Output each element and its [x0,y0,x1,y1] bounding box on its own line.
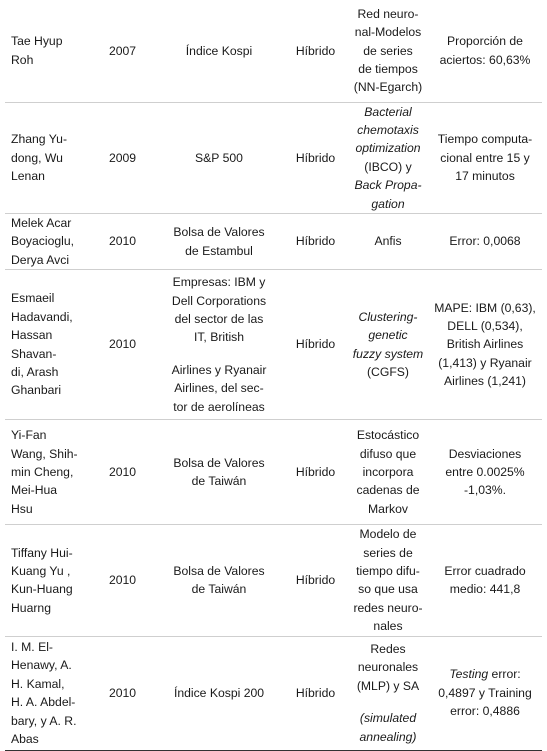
cell-method-line: Anfis [374,234,402,249]
cell-author-line: Boyacioglu, [11,234,75,249]
cell-author-line: Kun-Huang [11,582,73,597]
cell-author-line: I. M. El- [11,639,53,654]
cell-method-line: Modelo de [359,527,417,542]
cell-author-line: Abas [11,731,39,746]
line-gap [348,695,428,709]
cell-year: 2009 [108,150,137,165]
table-row [5,420,542,525]
cell-market [155,525,283,636]
cell-method-line: Back Propa- [354,178,422,193]
cell-result [428,420,542,525]
cell-method-line: Red neuro- [357,6,419,21]
cell-market-line: tor de aerolíneas [173,399,265,414]
cell-method [348,0,428,102]
cell-method-line: gation [371,196,405,211]
cell-market [155,213,283,269]
cell-method-line: (MLP) y SA [356,678,420,693]
cell-result [428,270,542,420]
cell-author-line: Hassan [11,328,53,343]
cell-author-line: Lenan [11,168,45,183]
table-row [5,525,542,636]
cell-author [5,525,90,636]
cell-author-line: Ghanbari [11,383,62,398]
cell-result-line: Desviaciones [448,446,522,461]
cell-type: Híbrido [295,337,336,352]
cell-result-line: -1,03%. [463,483,506,498]
cell-method-line: Bacterial [364,104,412,119]
cell-market-line: del sector de las [174,312,264,327]
cell-method-line: (NN-Egarch) [353,80,423,95]
cell-year: 2010 [108,234,137,249]
cell-method-line: annealing) [359,729,417,744]
cell-result-line: medio: 441,8 [449,582,521,597]
cell-author-line: Henawy, A. [11,658,72,673]
cell-author-line: Hadavandi, [11,309,73,324]
cell-result-line: Tiempo computa- [437,132,533,147]
cell-market-line: IT, British [193,330,245,345]
cell-author-line: H. A. Abdel- [11,695,76,710]
cell-method-line: (IBCO) y [364,159,412,174]
cell-result [428,525,542,636]
cell-author [5,0,90,102]
cell-author [5,213,90,269]
cell-author-line: Esmaeil [11,291,55,306]
cell-author-line: Melek Acar [11,215,72,230]
cell-method-line: chemotaxis [357,122,419,137]
cell-method [348,270,428,420]
cell-method-line: de tiempos [358,61,418,76]
cell-author-line: Wang, Shih- [11,446,78,461]
cell-author-line: Kuang Yu , [11,563,71,578]
cell-market-line: de Taiwán [191,582,247,597]
cell-market-line: S&P 500 [195,150,243,165]
cell-market-line: Índice Kospi [185,43,253,58]
cell-author-line: Shavan- [11,346,57,361]
cell-method-line: fuzzy system [352,346,424,361]
line-gap [155,347,283,361]
cell-market [155,0,283,102]
table-row [5,213,542,269]
cell-author-line: min Cheng, [11,464,74,479]
cell-year: 2010 [108,573,137,588]
cell-year: 2010 [108,337,137,352]
cell-result-line: aciertos: 60,63% [439,52,531,67]
cell-market-line: Índice Kospi 200 [173,685,265,700]
cell-market-line: Airlines, del sec- [174,381,264,396]
cell-year: 2007 [108,43,137,58]
cell-result-line: Error: 0,0068 [449,234,521,249]
cell-author-line: dong, Wu [11,150,63,165]
cell-author-line: H. Kamal, [11,676,65,691]
cell-market-line: Bolsa de Valores [173,455,265,470]
cell-year: 2010 [108,464,137,479]
cell-method-line: Markov [368,501,408,516]
table-row [5,0,542,102]
cell-method-line: Clustering- [358,309,418,324]
cell-author-line: Roh [11,52,34,67]
cell-result-line: (1,413) y Ryanair [438,355,532,370]
cell-author-line: bary, y A. R. [11,713,77,728]
cell-market-line: Bolsa de Valores [173,563,265,578]
cell-method-line: genetic [368,328,408,343]
cell-result-line: cional entre 15 y [440,150,530,165]
references-table [5,0,542,751]
cell-author-line: Tiffany Hui- [11,545,73,560]
cell-method [348,525,428,636]
cell-result-line: MAPE: IBM (0,63), [434,300,536,315]
cell-result-line: British Airlines [446,337,524,352]
cell-result [428,102,542,213]
cell-author-line: Zhang Yu- [11,132,68,147]
cell-result [428,0,542,102]
cell-method-line: (CGFS) [367,365,409,380]
cell-market [155,102,283,213]
cell-author [5,102,90,213]
cell-type: Híbrido [295,234,336,249]
cell-author-line: Yi-Fan [11,428,47,443]
cell-method [348,420,428,525]
cell-method-line: incorpora [362,464,414,479]
cell-market [155,270,283,420]
cell-type: Híbrido [295,464,336,479]
cell-market-line: Empresas: IBM y [172,275,266,290]
cell-result-line: Testing error: [449,667,521,682]
cell-type: Híbrido [295,43,336,58]
cell-market-line: Bolsa de Valores [173,225,265,240]
cell-author-line: Huarng [11,600,51,615]
cell-method-line: difuso que [359,446,417,461]
cell-method-line: nal-Modelos [354,25,422,40]
cell-market [155,420,283,525]
cell-market-line: de Taiwán [191,474,247,489]
cell-market-line: Dell Corporations [171,293,267,308]
cell-result-line: entre 0.0025% [445,464,525,479]
cell-author-line: Tae Hyup [11,34,63,49]
cell-result [428,213,542,269]
cell-result-line: Proporción de [447,34,523,49]
cell-type: Híbrido [295,685,336,700]
cell-result-line: Error cuadrado [444,563,526,578]
cell-author [5,270,90,420]
cell-author-line: Mei-Hua [11,483,58,498]
cell-method-line: nales [373,619,403,634]
cell-result-line: error: 0,4886 [450,704,520,719]
cell-method-line: cadenas de [356,483,420,498]
cell-method-line: de series [363,43,413,58]
cell-author-line: Derya Avci [11,252,70,267]
cell-method-line: Estocástico [356,428,420,443]
cell-method-line: so que usa [358,582,418,597]
cell-method-line: optimization [355,141,421,156]
cell-method [348,102,428,213]
cell-market-line: de Estambul [185,243,253,258]
cell-method-line: redes neuro- [353,600,423,615]
cell-year: 2010 [108,685,137,700]
cell-author [5,420,90,525]
table-row [5,102,542,213]
cell-method [348,213,428,269]
table-row [5,270,542,420]
cell-method-line: Redes [370,642,406,657]
cell-market-line: Airlines y Ryanair [171,362,267,377]
cell-type: Híbrido [295,573,336,588]
cell-result-line: DELL (0,534), [447,319,523,334]
cell-result-line: Airlines (1,241) [444,374,526,389]
cell-method-line: series de [363,545,413,560]
cell-author-line: Hsu [11,501,33,516]
cell-method-line: neuronales [357,660,419,675]
cell-author-line: di, Arash [11,365,59,380]
cell-type: Híbrido [295,150,336,165]
cell-method-line: (simulated [359,711,417,726]
cell-result-line: 0,4897 y Training [438,685,532,700]
cell-result-line: 17 minutos [455,168,515,183]
cell-method-line: tiempo difu- [356,563,420,578]
